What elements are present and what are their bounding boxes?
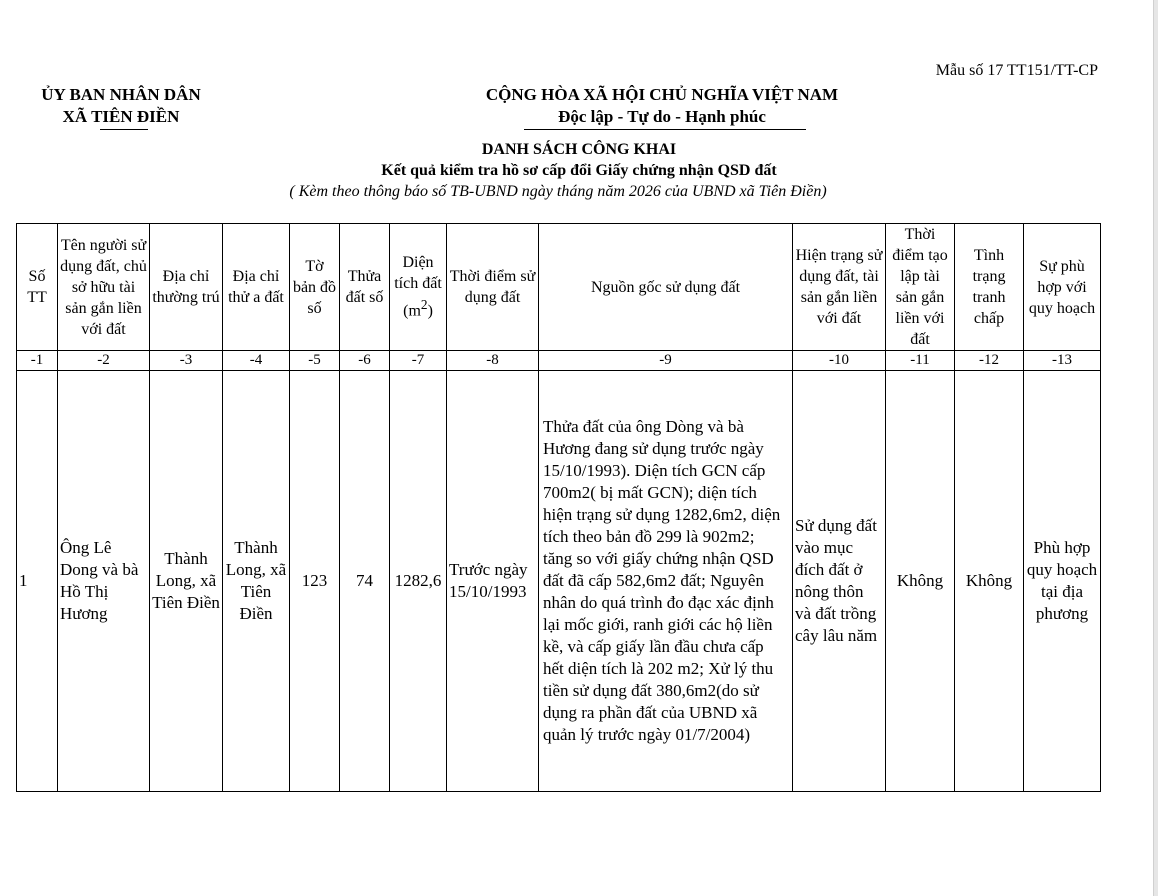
cell-planning: Phù hợp quy hoạch tại địa phương [1024, 371, 1101, 792]
page-edge [1154, 0, 1158, 896]
column-number: -8 [447, 351, 539, 371]
column-number: -4 [223, 351, 290, 371]
column-number: -9 [539, 351, 793, 371]
area-unit-close: ) [427, 302, 433, 320]
authority-line1: ỦY BAN NHÂN DÂN [41, 85, 201, 104]
header-cell: Nguồn gốc sử dụng đất [539, 224, 793, 351]
cell-parcel: 74 [340, 371, 390, 792]
header-cell: Tên người sử dụng đất, chủ sở hữu tài sản gắn liền với đất [58, 224, 150, 351]
cell-area: 1282,6 [390, 371, 447, 792]
cell-current-status: Sử dụng đất vào mục đích đất ở nông thôn và đất trồng cây lâu năm [793, 371, 886, 792]
cell-dispute: Không [955, 371, 1024, 792]
document-title: DANH SÁCH CÔNG KHAI [481, 141, 677, 158]
header-cell: Thửa đất số [340, 224, 390, 351]
national-motto [420, 84, 904, 128]
issuing-authority [38, 84, 204, 128]
header-cell: Số TT [17, 224, 58, 351]
area-unit-exponent: 2 [420, 297, 428, 313]
column-number: -12 [955, 351, 1024, 371]
authority-line2: XÃ TIÊN ĐIỀN [62, 107, 180, 126]
page-edge-line [1153, 0, 1154, 896]
column-number: -10 [793, 351, 886, 371]
column-number: -5 [290, 351, 340, 371]
column-number: -6 [340, 351, 390, 371]
motto: Độc lập - Tự do - Hạnh phúc [558, 107, 766, 126]
cell-residence: Thành Long, xã Tiên Điền [150, 371, 223, 792]
column-number: -13 [1024, 351, 1101, 371]
cell-owner: Ông Lê Dong và bà Hồ Thị Hương [58, 371, 150, 792]
form-number: Mẫu số 17 TT151/TT-CP [935, 62, 1098, 79]
column-number: -7 [390, 351, 447, 371]
column-number: -2 [58, 351, 150, 371]
header-row [17, 224, 1101, 351]
cell-asset-time: Không [886, 371, 955, 792]
column-number: -1 [17, 351, 58, 371]
table-row [17, 371, 1101, 792]
header-cell: Địa chỉ thường trú [150, 224, 223, 351]
header-cell: Tình trạng tranh chấp [955, 224, 1024, 351]
header-cell-area [390, 224, 447, 351]
cell-stt: 1 [17, 371, 58, 792]
header-cell: Thời điểm sử dụng đất [447, 224, 539, 351]
motto-underline [524, 129, 806, 130]
area-unit: (m [403, 302, 421, 320]
cell-land-origin: Thửa đất của ông Dòng và bà Hương đang sử dụng trước ngày 15/10/1993). Diện tích GCN cấp 700m2( bị mất GCN); diện tích hiện trạng sử dụng 1282,6m2, diện tích theo bản đồ 299 là 902m2; tăng so với giấy chứng nhận QSD đất đã cấp 582,6m2 đất; Nguyên nhân do quá trình đo đạc xác định lại mốc giới, ranh giới các hộ liền kề, và cấp giấy lần đầu chưa cấp hết diện tích là 202 m2; Xử lý thu tiền sử dụng đất 380,6m2(do sử dụng ra phần đất của UBND xã quản lý trước ngày 01/7/2004) [539, 371, 793, 792]
country-name: CỘNG HÒA XÃ HỘI CHỦ NGHĨA VIỆT NAM [485, 85, 839, 104]
document-subtitle: Kết quả kiểm tra hồ sơ cấp đổi Giấy chứng nhận QSD đất [381, 162, 777, 179]
authority-underline [100, 129, 148, 130]
document-note: ( Kèm theo thông báo số TB-UBND ngày tháng năm 2026 của UBND xã Tiên Điền) [289, 183, 827, 200]
column-number: -11 [886, 351, 955, 371]
header-cell: Sự phù hợp với quy hoạch [1024, 224, 1101, 351]
cell-map-sheet: 123 [290, 371, 340, 792]
column-number-row [17, 351, 1101, 371]
cell-land-address: Thành Long, xã Tiên Điền [223, 371, 290, 792]
column-number: -3 [150, 351, 223, 371]
header-cell: Thời điểm tạo lập tài sản gắn liền với đất [886, 224, 955, 351]
cell-use-time: Trước ngày 15/10/1993 [447, 371, 539, 792]
land-records-table [16, 223, 1101, 792]
header-cell: Địa chỉ thử a đất [223, 224, 290, 351]
area-label: Diện tích đất [394, 254, 442, 293]
header-cell: Hiện trạng sử dụng đất, tài sản gắn liền với đất [793, 224, 886, 351]
header-cell: Tờ bản đồ số [290, 224, 340, 351]
